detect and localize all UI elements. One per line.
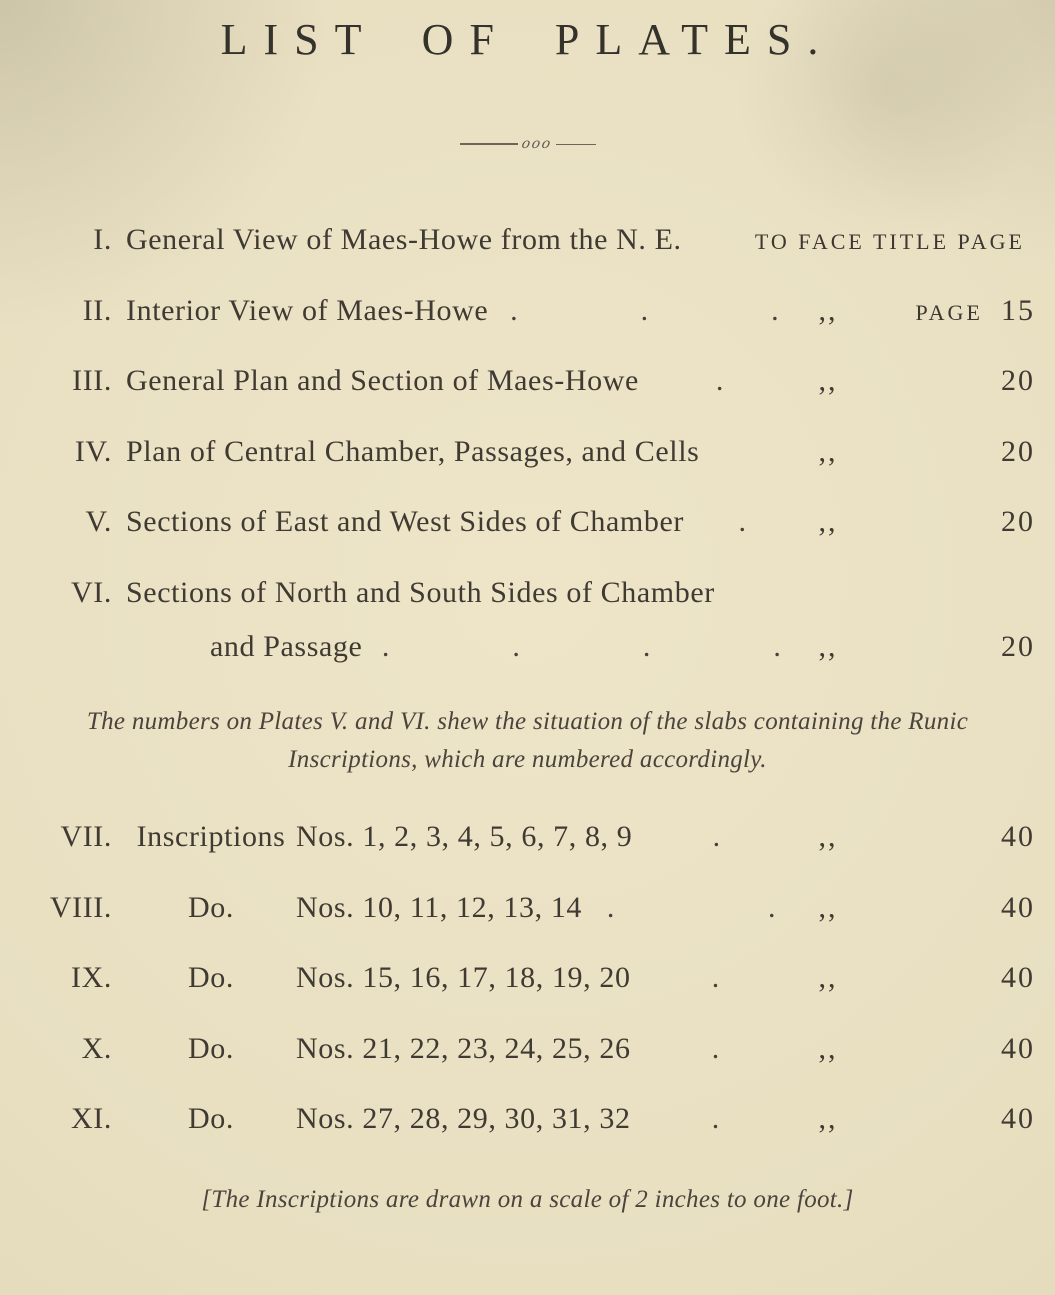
plate-numeral: IX.: [71, 961, 112, 994]
inscription-row: [20, 1102, 1035, 1137]
dot-leader: .: [712, 820, 721, 853]
page-number: 40: [1001, 890, 1035, 924]
page-reference-label: TO FACE TITLE PAGE: [754, 229, 1025, 254]
plate-row: [20, 364, 1035, 399]
inscription-list: [20, 820, 1035, 1137]
dot-leader: .: [711, 1031, 720, 1065]
dot-leader: . .: [606, 890, 777, 924]
ornament-divider: [20, 135, 1035, 153]
dot-leader: .: [711, 1102, 720, 1135]
page-number: 40: [1001, 820, 1035, 853]
plate-numeral: IV.: [74, 434, 112, 468]
inscription-numbers: Nos. 21, 22, 23, 24, 25, 26: [296, 1031, 631, 1065]
inscription-label: Do.: [188, 1102, 234, 1135]
plate-row: [20, 435, 1035, 470]
ditto-mark: ,,: [818, 293, 838, 327]
inscription-label: Do.: [188, 1031, 234, 1065]
ditto-mark: ,,: [818, 505, 838, 538]
ditto-mark: ,,: [818, 890, 838, 924]
plate-row: [20, 223, 1035, 258]
plate-row: [20, 505, 1035, 540]
inscription-numbers: Nos. 1, 2, 3, 4, 5, 6, 7, 8, 9: [296, 820, 633, 853]
page-reference: [855, 820, 1035, 855]
plate-numeral: XI.: [71, 1102, 112, 1135]
page-reference: [855, 1032, 1035, 1067]
page-reference: [855, 364, 1035, 399]
plate-numeral: VIII.: [49, 890, 112, 924]
plate-numeral: X.: [81, 1031, 112, 1065]
plate-title: Plan of Central Chamber, Passages, and Cells: [126, 434, 700, 468]
dot-leader: .: [715, 364, 724, 397]
plate-title: Sections of East and West Sides of Chamber: [126, 505, 684, 538]
inscription-numbers: Nos. 15, 16, 17, 18, 19, 20: [296, 961, 631, 994]
page-number: 20: [1001, 364, 1035, 397]
plate-row: [20, 294, 1035, 329]
plate-title: Sections of North and South Sides of Chamber: [126, 575, 715, 609]
plate-title: General View of Maes-Howe from the N. E.: [126, 223, 682, 256]
plate-title: General Plan and Section of Maes-Howe: [126, 364, 639, 397]
page-reference: [855, 294, 1035, 329]
page-number: 20: [1001, 630, 1035, 663]
page-reference: [855, 891, 1035, 926]
plate-title-continued: and Passage: [210, 630, 363, 663]
page-reference: [855, 505, 1035, 540]
inscription-numbers: Nos. 10, 11, 12, 13, 14: [296, 890, 583, 924]
page-reference: [855, 435, 1035, 470]
inscription-label: Do.: [188, 890, 234, 924]
dot-leader: . . . .: [381, 630, 782, 663]
page-number: 15: [1001, 293, 1035, 327]
dot-leader: . . .: [510, 293, 780, 327]
plate-numeral: V.: [85, 505, 112, 538]
ditto-mark: ,,: [818, 630, 838, 663]
page-number: 40: [1001, 961, 1035, 994]
ditto-mark: ,,: [818, 364, 838, 397]
page-title: LIST OF PLATES.: [220, 15, 835, 64]
inscription-row: [20, 961, 1035, 996]
plate-numeral: VI.: [71, 575, 112, 609]
plate-numeral: II.: [82, 293, 112, 327]
ornament-rule-left: [460, 143, 518, 145]
ditto-mark: ,,: [818, 1102, 838, 1135]
ditto-mark: ,,: [818, 961, 838, 994]
plate-row: [20, 576, 1035, 611]
inscription-numbers: Nos. 27, 28, 29, 30, 31, 32: [296, 1102, 631, 1135]
plate-numeral: VII.: [60, 820, 112, 853]
page-reference-label: PAGE: [915, 299, 983, 325]
dot-leader: .: [738, 505, 747, 538]
page-reference: [855, 961, 1035, 996]
note-inscription-scale: [The Inscriptions are drawn on a scale of 2 inches to one foot.]: [201, 1185, 854, 1213]
plate-numeral: III.: [72, 364, 112, 397]
inscription-label: Inscriptions: [136, 820, 286, 853]
inscription-row: [20, 1032, 1035, 1067]
dot-leader: .: [711, 961, 720, 994]
note-runic-inscriptions: The numbers on Plates V. and VI. shew the situation of the slabs containing the Runic Inscriptions, which are numbered accordingly.: [86, 707, 969, 774]
inscription-row: [20, 891, 1035, 926]
book-page: [0, 14, 1055, 1295]
ditto-mark: ,,: [818, 820, 838, 853]
page-number: 20: [1001, 434, 1035, 468]
inscription-label: Do.: [188, 961, 234, 994]
page-number: 40: [1001, 1102, 1035, 1135]
inscription-row: [20, 820, 1035, 855]
page-reference: [855, 1102, 1035, 1137]
ditto-mark: ,,: [818, 434, 838, 468]
page-number: 20: [1001, 505, 1035, 538]
plate-row-continuation: [20, 630, 1035, 665]
ditto-mark: ,,: [818, 1031, 838, 1065]
ornament-glyph: ooo: [519, 135, 554, 152]
page-number: 40: [1001, 1031, 1035, 1065]
plate-numeral: I.: [93, 223, 112, 256]
plate-list: [20, 223, 1035, 665]
ornament-rule-right: [556, 144, 596, 145]
page-reference: [755, 223, 1035, 258]
plate-title: Interior View of Maes-Howe: [126, 293, 489, 327]
page-reference: [855, 630, 1035, 665]
